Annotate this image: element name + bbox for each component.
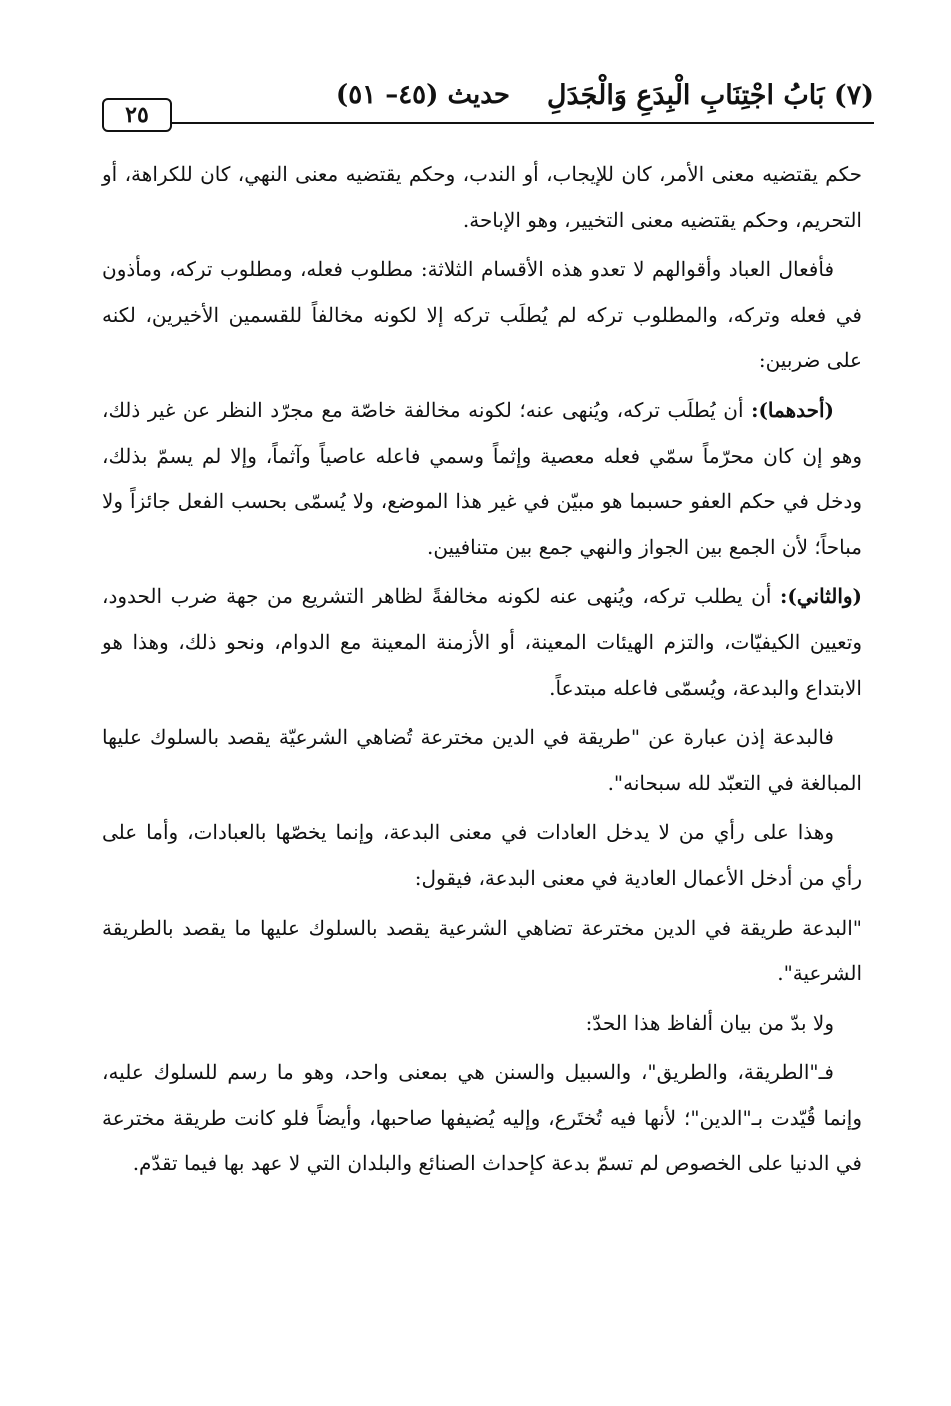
- paragraph-text: وهذا على رأي من لا يدخل العادات في معنى البدعة، وإنما يخصّها بالعبادات، وأما على رأي من أدخل الأعمال العادية في معنى البدعة، فيقول:: [102, 820, 862, 890]
- paragraph-text: حكم يقتضيه معنى الأمر، كان للإيجاب، أو الندب، وحكم يقتضيه معنى النهي، كان للكراهة، أو التحريم، وحكم يقتضيه معنى التخيير، وهو الإباحة.: [102, 162, 862, 232]
- body-text: [102, 152, 862, 1191]
- paragraph-7: [102, 906, 862, 997]
- paragraph-text: "البدعة طريقة في الدين مخترعة تضاهي الشرعية يقصد بالسلوك عليها ما يقصد بالطريقة الشرعية".: [102, 915, 862, 986]
- paragraph-text: ولا بدّ من بيان ألفاظ هذا الحدّ:: [585, 1010, 834, 1035]
- page-number: ٢٥: [102, 98, 172, 132]
- paragraph-6: [102, 810, 862, 901]
- paragraph-3: [102, 388, 862, 570]
- paragraph-text: فالبدعة إذن عبارة عن "طريقة في الدين مخترعة تُضاهي الشرعيّة يقصد بالسلوك عليها المبالغة في التعبّد لله سبحانه".: [102, 725, 862, 795]
- chapter-title: (٧) بَابُ اجْتِنَابِ الْبِدَعِ وَالْجَدَلِ: [546, 80, 874, 111]
- hadith-range: حديث (٤٥– ٥١): [335, 80, 510, 110]
- paragraph-8: [102, 1001, 862, 1047]
- paragraph-text: فأفعال العباد وأقوالهم لا تعدو هذه الأقسام الثلاثة: مطلوب فعله، ومطلوب تركه، ومأذون في فعله وتركه، والمطلوب تركه لم يُطلَب تركه إلا لكونه مخالفاً للقسمين الأخيرين، لكنه على ضربين:: [102, 257, 862, 373]
- paragraph-text: أن يطلب تركه، ويُنهى عنه لكونه مخالفةً لظاهر التشريع من جهة ضرب الحدود، وتعيين الكيفيّات، والتزم الهيئات المعينة، أو الأزمنة المعينة مع الدوام، ونحو ذلك، وهذا هو الابتداع والبدعة، ويُسمّى فاعله مبتدعاً.: [102, 584, 862, 700]
- running-header: [102, 70, 874, 140]
- paragraph-text: فـ"الطريقة، والطريق"، والسبيل والسنن هي بمعنى واحد، وهو ما رسم للسلوك عليه، وإنما قُيّدت بـ"الدين"؛ لأنها فيه تُختَرع، وإليه يُضيفها صاحبها، وأيضاً فلو كانت طريقة مخترعة في الدنيا على الخصوص لم تسمّ بدعة كإحداث الصنائع والبلدان التي لا عهد بها فيما تقدّم.: [102, 1060, 862, 1176]
- paragraph-1: [102, 152, 862, 243]
- paragraph-lead: (والثاني):: [780, 584, 862, 609]
- paragraph-text: أن يُطلَب تركه، ويُنهى عنه؛ لكونه مخالفة خاصّة مع مجرّد النظر عن غير ذلك، وهو إن كان محرّماً سمّي فعله معصية وإثماً وسمي فاعله عاصياً وآثماً، وإلا لم يسمّ بذلك، ودخل في حكم العفو حسبما هو مبيّن في غير هذا الموضع، ولا يُسمّى بحسب الفعل جائزاً ولا مباحاً؛ لأن الجمع بين الجواز والنهي جمع بين متنافيين.: [102, 397, 862, 559]
- header-rule: [172, 122, 874, 124]
- paragraph-2: [102, 247, 862, 384]
- paragraph-9: [102, 1050, 862, 1187]
- paragraph-5: [102, 715, 862, 806]
- paragraph-4: [102, 574, 862, 711]
- paragraph-lead: (أحدهما):: [751, 397, 834, 422]
